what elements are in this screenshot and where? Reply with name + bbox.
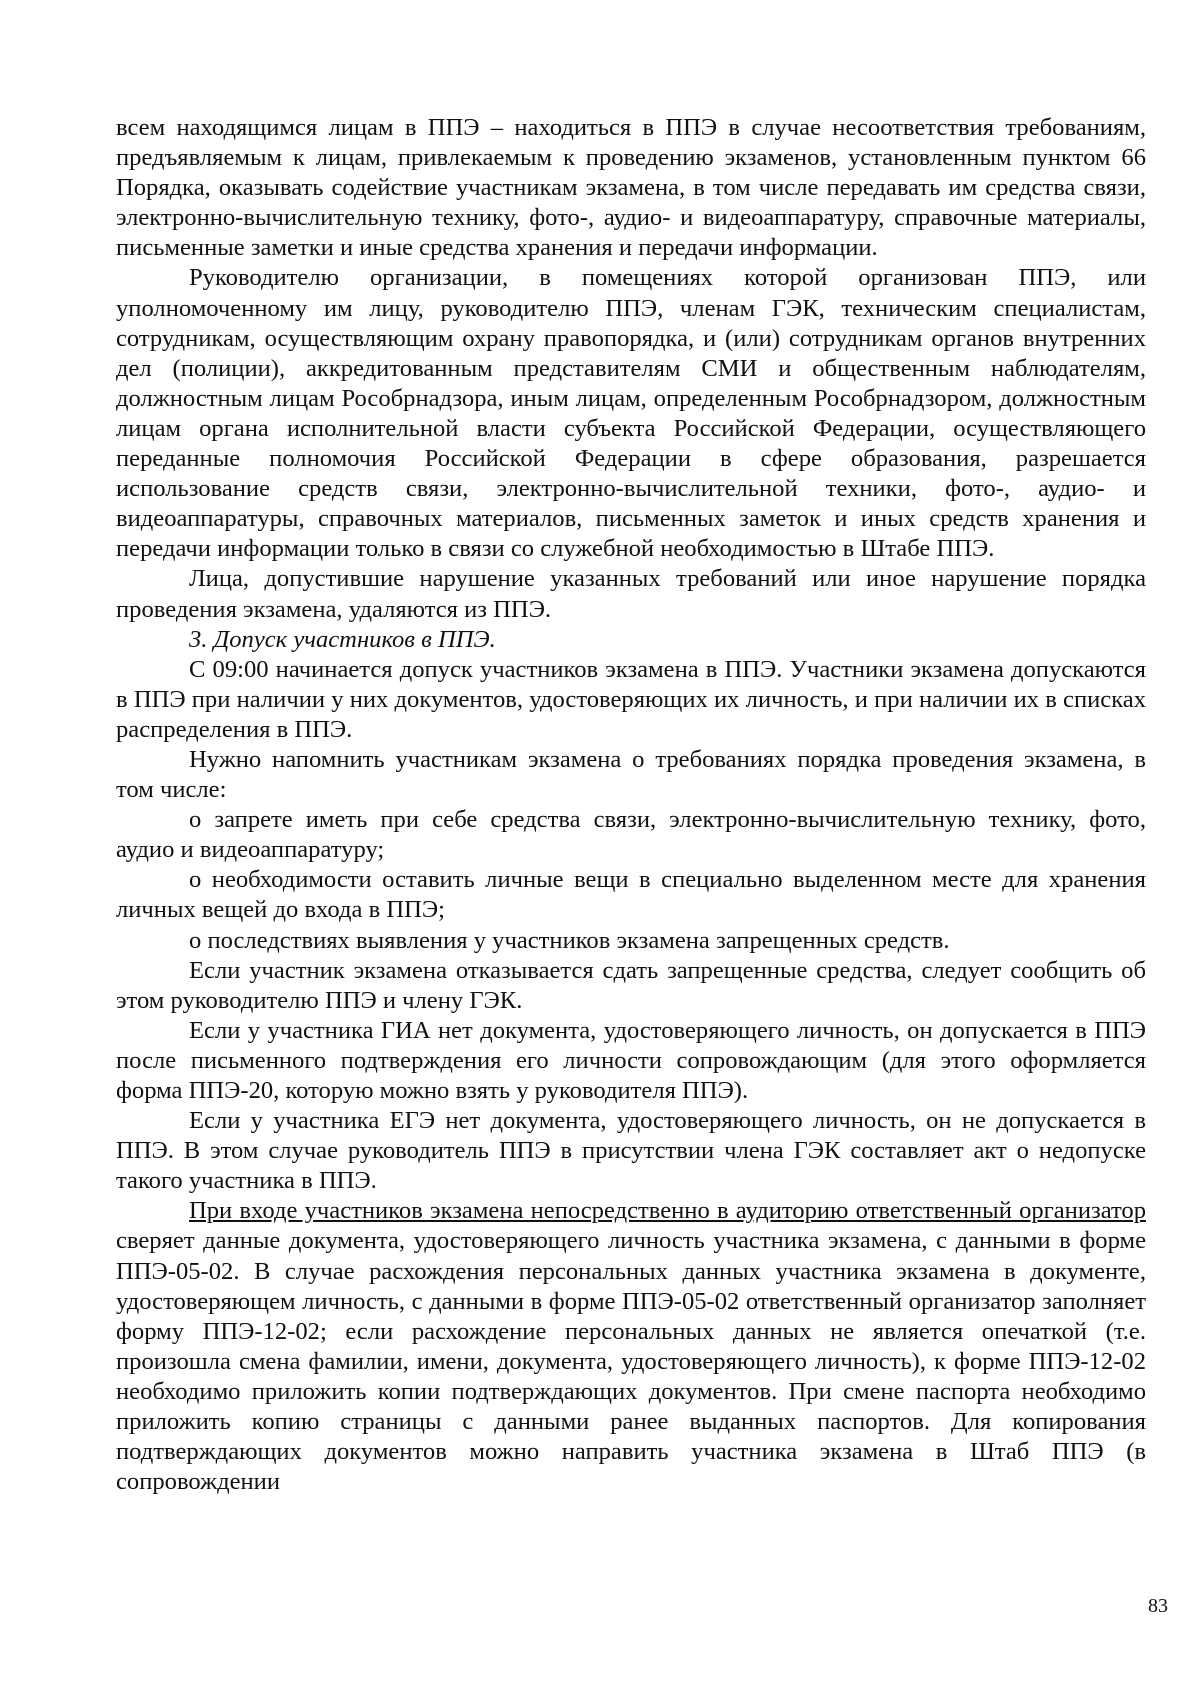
underlined-phrase: При входе участников экзамена непосредственно в аудиторию ответственный организатор <box>189 1197 1146 1225</box>
paragraph-7: о запрете иметь при себе средства связи, электронно-вычислительную технику, фото, аудио и видеоаппаратуру; <box>116 806 1146 864</box>
paragraph-12: Если у участника ЕГЭ нет документа, удостоверяющего личность, он не допускается в ППЭ. В этом случае руководитель ППЭ в присутствии члена ГЭК составляет акт о недопуске такого участника в ППЭ. <box>116 1107 1146 1195</box>
page-number: 83 <box>1148 1595 1168 1617</box>
paragraph-13 <box>116 1196 1146 1497</box>
paragraph-3: Лица, допустившие нарушение указанных требований или иное нарушение порядка проведения экзамена, удаляются из ППЭ. <box>116 565 1146 623</box>
section-heading: 3. Допуск участников в ППЭ. <box>189 625 496 653</box>
paragraph-1: всем находящимся лицам в ППЭ – находиться в ППЭ в случае несоответствия требованиям, предъявляемым к лицам, привлекаемым к проведению экзаменов, установленным пунктом 66 Порядка, оказывать содействие участникам экзамена, в том числе передавать им средства связи, электронно-вычислительную технику, фото-, аудио- и видеоаппаратуру, справочные материалы, письменные заметки и иные средства хранения и передачи информации. <box>116 114 1146 262</box>
paragraph-11: Если у участника ГИА нет документа, удостоверяющего личность, он допускается в ППЭ после письменного подтверждения его личности сопровождающим (для этого оформляется форма ППЭ-20, которую можно взять у руководителя ППЭ). <box>116 1016 1146 1104</box>
paragraph-9: о последствиях выявления у участников экзамена запрещенных средств. <box>189 926 950 954</box>
paragraph-13-rest: сверяет данные документа, удостоверяющего личность участника экзамена, с данными в форме ППЭ-05-02. В случае расхождения персональных данных участника экзамена в документе, удостоверяющем личность, с данными в форме ППЭ-05-02 ответственный организатор заполняет форму ППЭ-12-02; если расхождение персональных данных не является опечаткой (т.е. произошла смена фамилии, имени, документа, удостоверяющего личность), к форме ППЭ-12-02 необходимо приложить копии подтверждающих документов. При смене паспорта необходимо приложить копию страницы с данными ранее выданных паспортов. Для копирования подтверждающих документов можно направить участника экзамена в Штаб ППЭ (в сопровождении <box>116 1227 1146 1496</box>
paragraph-5: С 09:00 начинается допуск участников экзамена в ППЭ. Участники экзамена допускаются в ППЭ при наличии у них документов, удостоверяющих их личность, и при наличии их в списках распределения в ППЭ. <box>116 655 1146 743</box>
paragraph-10: Если участник экзамена отказывается сдать запрещенные средства, следует сообщить об этом руководителю ППЭ и члену ГЭК. <box>116 956 1146 1014</box>
paragraph-6: Нужно напомнить участникам экзамена о требованиях порядка проведения экзамена, в том числе: <box>116 745 1146 804</box>
paragraph-2: Руководителю организации, в помещениях которой организован ППЭ, или уполномоченному им лицу, руководителю ППЭ, членам ГЭК, техническим специалистам, сотрудникам, осуществляющим охрану правопорядка, и (или) сотрудникам органов внутренних дел (полиции), аккредитованным представителям СМИ и общественным наблюдателям, должностным лицам Рособрнадзора, иным лицам, определенным Рособрнадзором, должностным лицам органа исполнительной власти субъекта Российской Федерации, осуществляющего переданные полномочия Российской Федерации в сфере образования, разрешается использование средств связи, электронно-вычислительной техники, фото-, аудио- и видеоаппаратуры, справочных материалов, письменных заметок и иных средств хранения и передачи информации только в связи со служебной необходимостью в Штабе ППЭ. <box>116 264 1146 563</box>
paragraph-8: о необходимости оставить личные вещи в специально выделенном месте для хранения личных вещей до входа в ППЭ; <box>116 866 1146 924</box>
document-body <box>116 113 1146 1497</box>
